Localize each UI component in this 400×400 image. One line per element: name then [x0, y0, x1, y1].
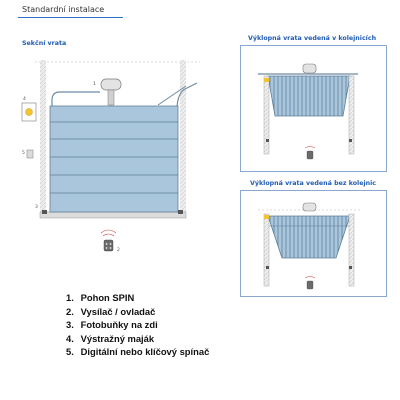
photocell-right — [178, 210, 183, 214]
right-pillar — [349, 76, 354, 154]
legend-item — [66, 291, 209, 305]
legend-label: Digitální nebo klíčový spínač — [80, 346, 210, 358]
photocell-left — [266, 266, 269, 269]
signal-wave — [305, 277, 315, 279]
photocell-left — [266, 139, 269, 142]
tilt-warning-light — [264, 215, 269, 219]
legend-number: 5. — [66, 346, 74, 358]
callout-4: 4 — [23, 97, 26, 102]
tilt-motor — [303, 203, 316, 211]
spin-motor — [101, 79, 121, 90]
legend-number: 2. — [66, 305, 74, 317]
motor-mount — [108, 90, 114, 105]
tilt-rails-scene — [258, 64, 358, 159]
left-wall — [40, 60, 46, 215]
photocell-right — [349, 139, 352, 142]
warning-light-bulb — [26, 109, 33, 116]
left-pillar — [264, 76, 269, 154]
callout-2: 2 — [117, 248, 120, 253]
legend-number: 3. — [66, 319, 74, 331]
legend-label: Fotobuňky na zdi — [80, 319, 158, 331]
legend-item — [66, 305, 209, 319]
component-legend — [66, 291, 209, 359]
right-pillar — [349, 214, 354, 286]
right-wall — [180, 60, 186, 215]
legend-label: Výstražný maják — [80, 332, 155, 344]
tilt-norails-title: Výklopná vrata vedená bez kolejnic — [250, 180, 377, 187]
left-pillar — [264, 214, 269, 286]
photocell-left — [42, 210, 47, 214]
tilt-warning-light — [264, 78, 269, 82]
callout-5: 5 — [22, 151, 25, 156]
photocell-right — [349, 266, 352, 269]
legend-label: Vysílač / ovladač — [80, 305, 156, 317]
floor-threshold — [40, 212, 186, 218]
remote-transmitter — [307, 151, 313, 159]
callout-3: 3 — [35, 205, 38, 210]
tilt-door-leaf — [268, 76, 350, 116]
legend-number: 1. — [66, 292, 74, 303]
signal-wave — [101, 230, 116, 233]
tilt-motor — [303, 64, 316, 73]
legend-label: Pohon SPIN — [80, 292, 135, 303]
sectional-door-scene — [22, 60, 200, 251]
signal-wave — [305, 147, 315, 149]
tilt-norails-scene — [258, 203, 360, 289]
remote-transmitter — [307, 281, 313, 289]
tilt-rails-title: Výklopná vrata vedená v kolejnicích — [248, 35, 377, 42]
legend-number: 4. — [66, 332, 74, 344]
key-switch — [27, 150, 33, 158]
callout-1: 1 — [93, 82, 96, 87]
legend-item — [66, 332, 209, 346]
sectional-door-title: Sekční vrata — [22, 40, 67, 47]
remote-transmitter — [104, 240, 113, 251]
signal-wave — [103, 234, 114, 236]
tilt-door-leaf — [268, 216, 350, 258]
legend-item — [66, 318, 209, 332]
legend-item — [66, 345, 209, 359]
page-title: Standardní instalace — [22, 5, 105, 14]
